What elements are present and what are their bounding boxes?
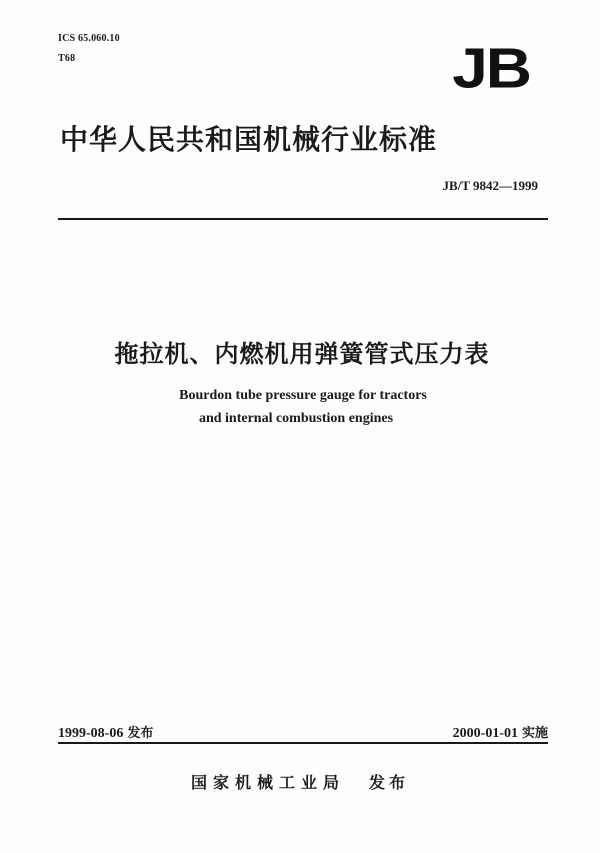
date-row <box>58 722 548 742</box>
publisher-line <box>0 770 600 793</box>
jb-logo: JB <box>452 36 530 100</box>
document-title-chinese: 拖拉机、内燃机用弹簧管式压力表 <box>114 340 490 368</box>
standard-number: JB/T 9842—1999 <box>442 178 538 193</box>
issue-date <box>58 722 153 742</box>
implementation-date-value: 2000-01-01 <box>452 726 518 741</box>
implementation-date <box>453 722 548 742</box>
organization-title: 中华人民共和国机械行业标准 <box>60 123 438 156</box>
bottom-divider <box>58 742 548 744</box>
ics-code: ICS 65.060.10 <box>58 33 120 44</box>
issue-date-value: 1999-08-06 <box>58 726 124 741</box>
publisher-name: 国家机械工业局 <box>190 773 345 792</box>
implementation-date-label: 实施 <box>521 726 548 741</box>
english-title-line-1: Bourdon tube pressure gauge for tractors <box>179 388 427 403</box>
document-title-english <box>0 384 600 430</box>
ccs-code: T68 <box>58 53 76 64</box>
publisher-action: 发布 <box>369 773 410 792</box>
issue-date-label: 发布 <box>127 726 154 741</box>
top-divider <box>58 218 548 220</box>
english-title-line-2: and internal combustion engines <box>198 411 394 426</box>
